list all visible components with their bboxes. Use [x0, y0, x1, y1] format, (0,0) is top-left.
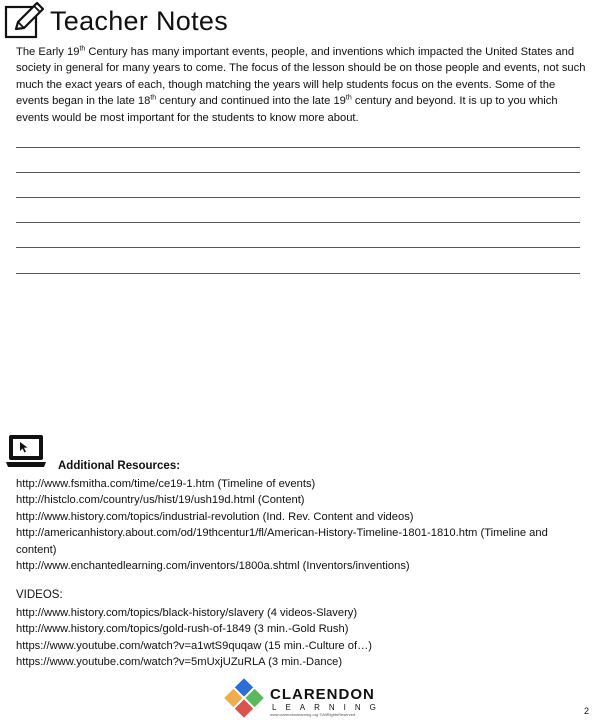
- resource-link[interactable]: http://www.history.com/topics/industrial-revolution (Ind. Rev. Content and videos): [16, 510, 414, 523]
- note-line: [16, 147, 580, 148]
- video-link[interactable]: https://www.youtube.com/watch?v=a1wtS9quqaw (15 min.-Culture of…): [16, 639, 372, 652]
- note-line: [16, 222, 580, 223]
- videos-title: VIDEOS:: [16, 589, 63, 601]
- intro-paragraph: The Early 19th Century has many important events, people, and inventions which impacted the United States and society in general for many years to come. The focus of the lesson should be on those people and events, not such much the exact years of each, though matching the years will help students focus on the events. Some of the events began in the late 18th century and continued into the late 19th century and beyond. It is up to you which events would be most important for the students to know more about.: [16, 45, 586, 124]
- video-link[interactable]: https://www.youtube.com/watch?v=5mUxjUZuRLA (3 min.-Dance): [16, 656, 343, 669]
- note-line: [16, 273, 580, 274]
- note-line: [16, 197, 580, 198]
- note-line: [16, 247, 580, 248]
- resources-list: [16, 476, 590, 574]
- resource-link[interactable]: http://www.enchantedlearning.com/inventors/1800a.shtml (Inventors/inventions): [16, 560, 410, 573]
- page-title: Teacher Notes: [50, 5, 228, 36]
- laptop-icon: [6, 434, 48, 475]
- brand-subtitle: LEARNING: [272, 703, 385, 712]
- video-link[interactable]: http://www.history.com/topics/black-history/slavery (4 videos-Slavery): [16, 607, 358, 619]
- brand-tiny-text: www.clarendonlearning.org ©AllRightsReserved: [270, 712, 356, 717]
- page-number: 2: [584, 706, 590, 716]
- video-link[interactable]: http://www.history.com/topics/gold-rush-of-1849 (3 min.-Gold Rush): [16, 623, 349, 636]
- videos-list: [16, 605, 590, 671]
- brand-name: CLARENDON: [270, 686, 375, 703]
- resource-link[interactable]: http://histclo.com/country/us/hist/19/ush19d.html (Content): [16, 494, 305, 507]
- resource-link[interactable]: http://americanhistory.about.com/od/19thcentur1/fl/American-History-Timeline-1801-1810.htm (Timeline and content): [16, 527, 548, 556]
- note-line: [16, 172, 580, 173]
- resources-title: Additional Resources:: [58, 460, 181, 472]
- resource-link[interactable]: http://www.fsmitha.com/time/ce19-1.htm (Timeline of events): [16, 478, 316, 490]
- edit-icon: [4, 1, 44, 41]
- header: [4, 0, 228, 42]
